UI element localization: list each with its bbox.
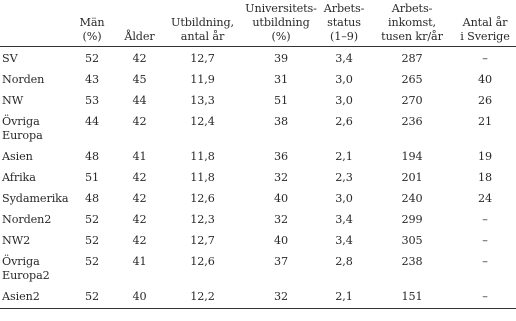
cell-group-name: NW2 [2,234,31,247]
cell-age: 41 [132,150,147,163]
cell-work-status: 3,0 [335,73,353,86]
cell-university-percent: 40 [273,234,289,247]
table-header [0,0,516,47]
cell-men-percent: 52 [84,52,100,65]
cell-work-status: 3,0 [335,94,353,107]
header-men-percent: Män (%) [79,16,105,43]
cell-men-percent: 52 [84,234,100,247]
cell-university-percent: 37 [273,255,289,268]
header-work-status: Arbets- status (1–9) [323,2,365,43]
cell-years-in-sweden: 26 [477,94,493,107]
cell-university-percent: 36 [273,150,289,163]
cell-education-years: 12,6 [190,255,215,268]
cell-work-income: 240 [401,192,423,205]
cell-work-income: 270 [401,94,423,107]
table-row [0,89,516,110]
cell-men-percent: 52 [84,213,100,226]
cell-group-name: Övriga Europa2 [2,255,50,282]
cell-work-status: 3,4 [335,213,353,226]
cell-education-years: 12,4 [190,115,215,128]
header-work-income: Arbets- inkomst, tusen kr/år [381,2,443,43]
cell-years-in-sweden: 24 [477,192,493,205]
header-education-years: Utbildning, antal år [170,16,234,43]
cell-education-years: 11,9 [190,73,215,86]
cell-group-name: Sydamerika [2,192,69,205]
cell-education-years: 12,3 [190,213,215,226]
cell-work-income: 201 [401,171,423,184]
cell-university-percent: 31 [273,73,289,86]
cell-years-in-sweden: – [482,234,488,247]
cell-work-income: 299 [401,213,423,226]
header-row [0,0,516,47]
cell-education-years: 12,7 [190,234,215,247]
cell-education-years: 11,8 [190,171,215,184]
cell-work-income: 287 [401,52,423,65]
cell-men-percent: 48 [84,150,100,163]
cell-years-in-sweden: – [482,213,488,226]
table-row [0,47,516,69]
header-age: Ålder [124,30,155,43]
cell-education-years: 12,6 [190,192,215,205]
table-row [0,250,516,285]
cell-work-income: 305 [401,234,423,247]
table-row [0,208,516,229]
cell-years-in-sweden: 40 [477,73,493,86]
cell-education-years: 11,8 [190,150,215,163]
table-row [0,110,516,145]
cell-age: 42 [132,52,147,65]
table-body [0,47,516,309]
cell-work-status: 3,0 [335,192,353,205]
cell-age: 42 [132,115,147,128]
cell-men-percent: 53 [84,94,100,107]
cell-age: 42 [132,192,147,205]
cell-group-name: NW [2,94,24,107]
cell-work-status: 2,1 [335,290,353,303]
header-group [0,0,66,47]
cell-work-status: 3,4 [335,234,353,247]
table-row [0,229,516,250]
cell-years-in-sweden: 21 [477,115,493,128]
cell-university-percent: 39 [273,52,289,65]
header-university-percent: Universitets- utbildning (%) [245,2,317,43]
cell-education-years: 12,7 [190,52,215,65]
cell-age: 42 [132,234,147,247]
cell-group-name: Norden [2,73,45,86]
cell-group-name: Asien [2,150,33,163]
table-row [0,187,516,208]
cell-men-percent: 43 [84,73,100,86]
cell-age: 44 [132,94,147,107]
cell-work-income: 194 [401,150,423,163]
cell-age: 42 [132,171,147,184]
cell-group-name: Övriga Europa [2,115,43,142]
cell-education-years: 13,3 [190,94,215,107]
cell-work-income: 265 [401,73,423,86]
cell-group-name: Norden2 [2,213,52,226]
cell-age: 45 [132,73,147,86]
cell-university-percent: 32 [273,213,289,226]
cell-men-percent: 52 [84,290,100,303]
table-row [0,145,516,166]
cell-work-status: 2,6 [335,115,353,128]
cell-work-income: 238 [401,255,423,268]
cell-years-in-sweden: 19 [477,150,493,163]
cell-men-percent: 52 [84,255,100,268]
cell-age: 40 [132,290,147,303]
cell-work-income: 236 [401,115,423,128]
cell-university-percent: 32 [273,290,289,303]
cell-years-in-sweden: – [482,255,488,268]
cell-group-name: Asien2 [2,290,40,303]
table-row [0,68,516,89]
cell-university-percent: 38 [273,115,289,128]
cell-work-status: 3,4 [335,52,353,65]
cell-work-status: 2,1 [335,150,353,163]
cell-men-percent: 48 [84,192,100,205]
cell-group-name: Afrika [2,171,36,184]
cell-age: 41 [132,255,147,268]
cell-education-years: 12,2 [190,290,215,303]
cell-group-name: SV [2,52,18,65]
cell-university-percent: 32 [273,171,289,184]
cell-work-income: 151 [401,290,423,303]
cell-years-in-sweden: – [482,52,488,65]
cell-university-percent: 40 [273,192,289,205]
cell-years-in-sweden: 18 [477,171,493,184]
table-row [0,166,516,187]
table-row [0,285,516,309]
cell-work-status: 2,8 [335,255,353,268]
cell-university-percent: 51 [273,94,289,107]
cell-age: 42 [132,213,147,226]
cell-work-status: 2,3 [335,171,353,184]
cell-men-percent: 51 [84,171,100,184]
header-years-in-sweden: Antal år i Sverige [460,16,510,43]
cell-men-percent: 44 [84,115,100,128]
cell-years-in-sweden: – [482,290,488,303]
